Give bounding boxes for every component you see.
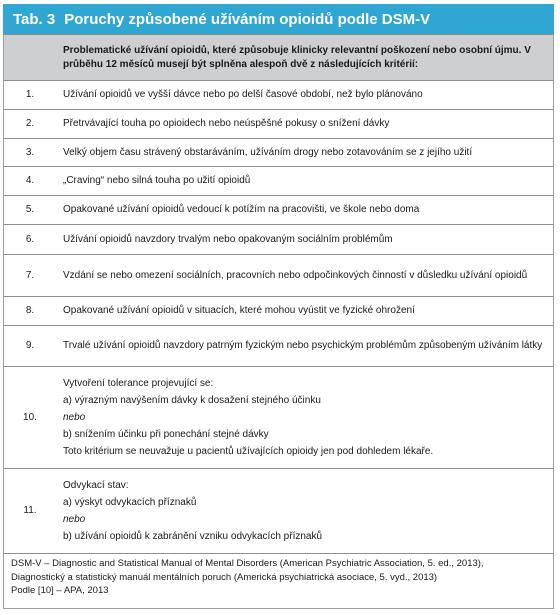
row-number: 1. (4, 81, 56, 110)
table-row (4, 225, 553, 255)
row-text (56, 469, 553, 554)
row-text: Užívání opioidů ve vyšší dávce nebo po delší časové období, než bylo plánováno (56, 81, 553, 110)
row-line: a) výskyt odvykacích příznaků (63, 496, 197, 508)
row-number: 2. (4, 110, 56, 139)
row-text: Trvalé užívání opioidů navzdory patrným fyzickým nebo psychickým problémům způsobeným užíváním látky (56, 326, 553, 367)
row-number: 7. (4, 255, 56, 297)
row-number: 8. (4, 297, 56, 326)
row-number: 5. (4, 196, 56, 225)
table-number: Tab. 3 (13, 10, 56, 28)
row-number: 9. (4, 326, 56, 367)
or-text: nebo (63, 513, 86, 525)
table-row (4, 367, 553, 469)
footnote-line: Diagnostický a statistický manuál mentálních poruch (Americká psychiatrická asociace, 5. vyd., 2013) (11, 571, 438, 583)
row-text: Velký objem času strávený obstaráváním, užíváním drogy nebo zotavováním se z jejího užití (56, 139, 553, 167)
footnote-line: DSM-V – Diagnostic and Statistical Manual of Mental Disorders (American Psychiatric Association, 5. ed., 2013), (11, 558, 484, 569)
criteria-table-wrapper (3, 34, 554, 554)
row-line: b) užívání opioidů k zabránění vzniku odvykacích příznaků (63, 530, 323, 542)
row-line: Vytvoření tolerance projevující se: (63, 377, 214, 389)
row-number: 3. (4, 139, 56, 167)
row-line-or (63, 513, 545, 527)
criteria-table (4, 34, 553, 554)
row-number: 11. (4, 469, 56, 554)
row-line: a) výrazným navýšením dávky k dosažení stejného účinku (63, 394, 321, 406)
header-text: Problematické užívání opioidů, které způsobuje klinicky relevantní poškození nebo osobní újmu. V průběhu 12 měsíců musejí být splněna alespoň dvě z následujících kritérií: (56, 35, 553, 81)
table-title-text: Poruchy způsobené užíváním opioidů podle DSM-V (64, 10, 431, 28)
row-number: 4. (4, 167, 56, 196)
table-row (4, 81, 553, 110)
row-line-or (63, 411, 545, 425)
or-text: nebo (63, 411, 86, 423)
table-row (4, 297, 553, 326)
table-row (4, 167, 553, 196)
row-text: Opakované užívání opioidů v situacích, které mohou vyústit ve fyzické ohrožení (56, 297, 553, 326)
row-line: Odvykací stav: (63, 479, 129, 491)
row-text: Vzdání se nebo omezení sociálních, pracovních nebo odpočinkových činností v důsledku užívání opioidů (56, 255, 553, 297)
row-text: Opakované užívání opioidů vedoucí k potížím na pracovišti, ve škole nebo doma (56, 196, 553, 225)
table-row (4, 255, 553, 297)
table-header-row (4, 35, 553, 81)
row-number: 10. (4, 367, 56, 469)
table-row (4, 110, 553, 139)
table-title (3, 4, 554, 34)
table-row (4, 326, 553, 367)
table-row (4, 196, 553, 225)
row-text: „Craving“ nebo silná touha po užití opioidů (56, 167, 553, 196)
table-row (4, 469, 553, 554)
header-num-cell (4, 35, 56, 81)
table-row (4, 139, 553, 167)
row-number: 6. (4, 225, 56, 255)
row-line: b) snížením účinku při ponechání stejné dávky (63, 428, 269, 440)
table-footnote (3, 547, 554, 609)
row-text (56, 367, 553, 469)
row-text: Přetrvávající touha po opioidech nebo neúspěšné pokusy o snížení dávky (56, 110, 553, 139)
row-line: Toto kritérium se neuvažuje u pacientů užívajících opioidy jen pod dohledem lékaře. (63, 445, 434, 457)
row-text: Užívání opioidů navzdory trvalým nebo opakovaným sociálním problémům (56, 225, 553, 255)
footnote-source: Podle [10] – APA, 2013 (11, 585, 109, 596)
